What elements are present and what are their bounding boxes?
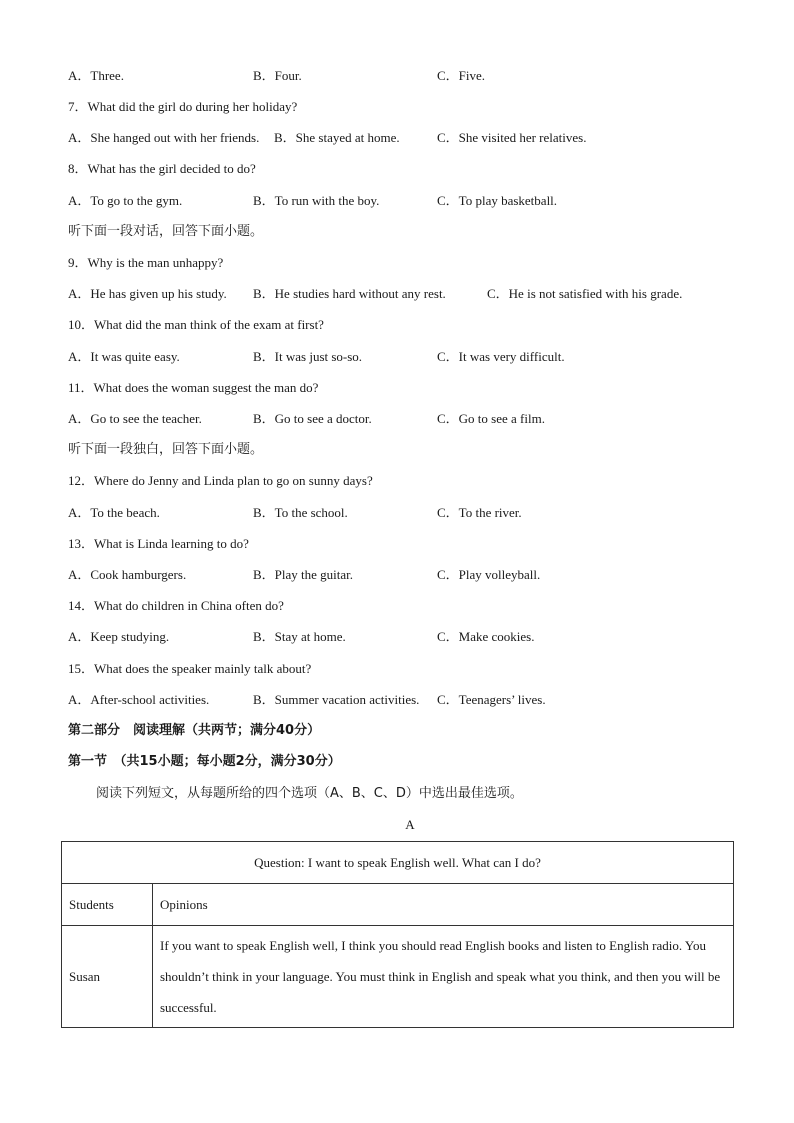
question-9: 9．Why is the man unhappy? — [68, 255, 224, 270]
question-12: 12．Where do Jenny and Linda plan to go on sunny days? — [68, 473, 373, 488]
header-students: Students — [62, 884, 153, 926]
header-opinions: Opinions — [153, 884, 734, 926]
option-a: A．Three. — [68, 68, 124, 83]
question-15: 15．What does the speaker mainly talk about? — [68, 661, 312, 676]
option-b: B．She stayed at home. — [274, 130, 400, 145]
reading-instruction: 阅读下列短文，从每题所给的四个选项（A、B、C、D）中选出最佳选项。 — [96, 786, 523, 801]
option-a: A．After-school activities. — [68, 692, 210, 707]
question-10: 10．What did the man think of the exam at first? — [68, 317, 324, 332]
table-header-row — [62, 884, 734, 926]
question-7: 7．What did the girl do during her holiday? — [68, 99, 298, 114]
option-b: B．Stay at home. — [253, 629, 346, 644]
part2-heading: 第二部分 阅读理解（共两节；满分40分） — [68, 723, 321, 738]
option-a: A．Cook hamburgers. — [68, 567, 187, 582]
option-c: C．Make cookies. — [437, 629, 535, 644]
question-14: 14．What do children in China often do? — [68, 598, 284, 613]
option-a: A．She hanged out with her friends. — [68, 130, 260, 145]
option-a: A．To the beach. — [68, 505, 160, 520]
option-a: A．To go to the gym. — [68, 193, 183, 208]
option-c: C．It was very difficult. — [437, 349, 565, 364]
option-a: A．It was quite easy. — [68, 349, 180, 364]
option-a: A．Keep studying. — [68, 629, 170, 644]
section1-heading: 第一节 （共15小题；每小题2分，满分30分） — [68, 754, 341, 769]
table-question: Question: I want to speak English well. What can I do? — [62, 842, 734, 884]
option-b: B．To run with the boy. — [253, 193, 380, 208]
option-b: B．It was just so-so. — [253, 349, 363, 364]
option-a: A．He has given up his study. — [68, 286, 227, 301]
option-c: C．She visited her relatives. — [437, 130, 587, 145]
monologue-instruction: 听下面一段独白，回答下面小题。 — [68, 442, 264, 457]
option-c: C．Go to see a film. — [437, 411, 545, 426]
student-name: Susan — [62, 926, 153, 1028]
option-b: B．Go to see a doctor. — [253, 411, 372, 426]
student-opinion: If you want to speak English well, I think you should read English books and listen to English radio. You shouldn’t think in your language. You must think in English and speak what you think, and then you will be successful. — [153, 926, 734, 1028]
option-c: C．Teenagers’ lives. — [437, 692, 546, 707]
option-a: A．Go to see the teacher. — [68, 411, 202, 426]
option-c: C．To play basketball. — [437, 193, 558, 208]
table-question-row — [62, 842, 734, 884]
table-row — [62, 926, 734, 1028]
passage-label: A — [405, 817, 415, 832]
option-b: B．To the school. — [253, 505, 348, 520]
question-8: 8．What has the girl decided to do? — [68, 161, 256, 176]
option-c: C．Five. — [437, 68, 486, 83]
option-c: C．To the river. — [437, 505, 522, 520]
question-11: 11．What does the woman suggest the man do? — [68, 380, 319, 395]
option-b: B．Play the guitar. — [253, 567, 354, 582]
question-13: 13．What is Linda learning to do? — [68, 536, 249, 551]
dialogue-instruction: 听下面一段对话，回答下面小题。 — [68, 224, 264, 239]
option-c: C．Play volleyball. — [437, 567, 541, 582]
option-b: B．Summer vacation activities. — [253, 692, 420, 707]
opinion-table — [61, 841, 734, 1028]
option-b: B．He studies hard without any rest. — [253, 286, 446, 301]
option-b: B．Four. — [253, 68, 302, 83]
option-c: C．He is not satisfied with his grade. — [487, 286, 683, 301]
